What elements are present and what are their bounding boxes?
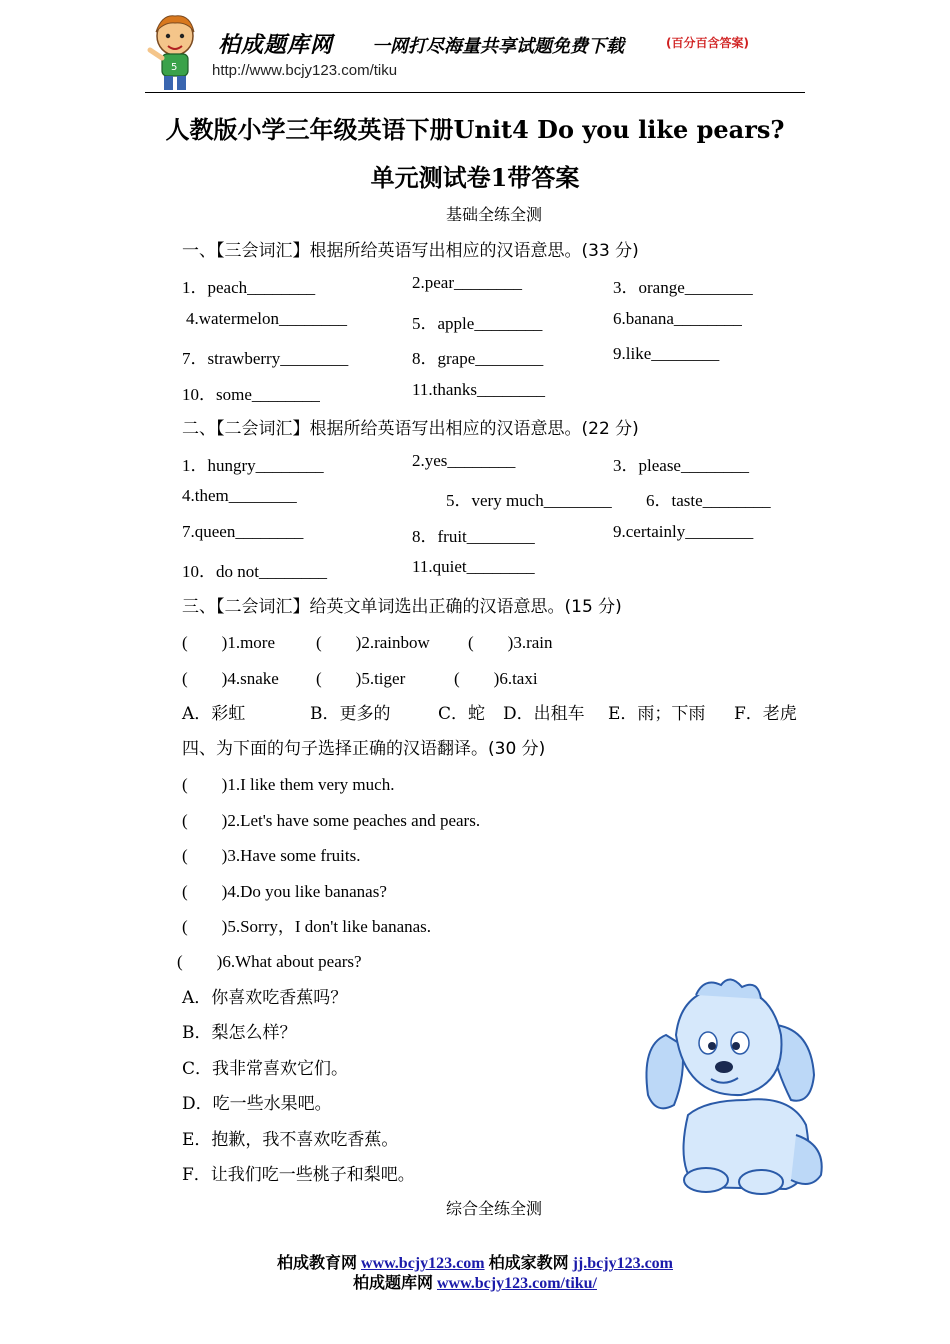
footer-label: 柏成教育网	[277, 1253, 358, 1272]
section-1-heading: 一、【三会词汇】根据所给英语写出相应的汉语意思。(33 分)	[182, 241, 639, 261]
footer-label: 柏成题库网	[352, 1273, 433, 1292]
vocab-item: 1．peach________	[182, 278, 316, 297]
choice-item: ( )4.snake	[182, 669, 279, 688]
sentence-item: ( )5.Sorry，I don't like bananas.	[182, 917, 432, 936]
page-title: 人教版小学三年级英语下册Unit4 Do you like pears?	[165, 115, 785, 144]
vocab-item: 10．do not________	[182, 562, 327, 581]
section-3-heading: 三、【二会词汇】给英文单词选出正确的汉语意思。(15 分)	[182, 597, 622, 617]
sentence-item: ( )3.Have some fruits.	[182, 846, 361, 865]
answer-option: F．老虎	[734, 704, 797, 724]
vocab-item: 9.like________	[613, 344, 720, 363]
vocab-item: 2.yes________	[412, 451, 516, 470]
vocab-item: 3．please________	[613, 456, 749, 475]
answer-option: F．让我们吃一些桃子和梨吧。	[182, 1165, 415, 1185]
section-5-heading: 综合全练全测	[445, 1199, 542, 1218]
vocab-item: 4.watermelon________	[186, 309, 347, 328]
vocab-item: 4.them________	[182, 486, 297, 505]
vocab-item: 10．some________	[182, 385, 320, 404]
site-url[interactable]: http://www.bcjy123.com/tiku	[212, 62, 398, 79]
vocab-item: 9.certainly________	[613, 522, 754, 541]
footer-link[interactable]: www.bcjy123.com/tiku/	[437, 1275, 597, 1292]
answer-option: E．抱歉，我不喜欢吃香蕉。	[182, 1130, 399, 1150]
puppy-illustration	[626, 975, 836, 1200]
answer-option: C．蛇	[438, 704, 486, 724]
choice-item: ( )5.tiger	[316, 669, 406, 688]
boy-mascot-logo	[144, 10, 206, 92]
vocab-item: 11.thanks________	[412, 380, 546, 399]
sentence-item: ( )2.Let's have some peaches and pears.	[182, 811, 481, 830]
footer-link[interactable]: www.bcjy123.com	[361, 1255, 485, 1272]
answer-option: D．出租车	[503, 704, 585, 724]
vocab-item: 7.queen________	[182, 522, 304, 541]
answer-option: E．雨；下雨	[608, 704, 706, 724]
section-4-heading: 四、为下面的句子选择正确的汉语翻译。(30 分)	[182, 739, 546, 759]
vocab-item: 8．grape________	[412, 349, 544, 368]
answer-option: C．我非常喜欢它们。	[182, 1059, 349, 1079]
vocab-item: 3．orange________	[613, 278, 753, 297]
sentence-item: ( )1.I like them very much.	[182, 775, 395, 794]
site-name: 柏成题库网	[218, 33, 334, 58]
header-divider	[145, 92, 805, 93]
site-slogan: 一网打尽海量共享试题免费下载	[372, 36, 624, 57]
page-title-line2: 单元测试卷1带答案	[370, 163, 580, 192]
svg-text:5: 5	[171, 62, 178, 73]
footer-link[interactable]: jj.bcjy123.com	[572, 1255, 673, 1272]
vocab-item: 11.quiet________	[412, 557, 535, 576]
vocab-item: 6.banana________	[613, 309, 742, 328]
answer-option: A．彩虹	[182, 704, 246, 724]
footer-line-2	[0, 1270, 950, 1293]
vocab-item: 7．strawberry________	[182, 349, 349, 368]
vocab-item: 5．apple________	[412, 314, 543, 333]
vocab-item: 5．very much________	[446, 491, 612, 510]
sentence-item: ( )6.What about pears?	[177, 952, 362, 971]
footer-label: 柏成家教网	[488, 1253, 569, 1272]
vocab-item: 6．taste________	[646, 491, 771, 510]
answer-option: D．吃一些水果吧。	[182, 1094, 332, 1114]
choice-item: ( )2.rainbow	[316, 633, 430, 652]
section-2-heading: 二、【二会词汇】根据所给英语写出相应的汉语意思。(22 分)	[182, 419, 639, 439]
vocab-item: 8．fruit________	[412, 527, 535, 546]
page-header	[140, 8, 810, 94]
answer-option: A．你喜欢吃香蕉吗？	[182, 988, 348, 1008]
choice-item: ( )6.taxi	[454, 669, 538, 688]
choice-item: ( )1.more	[182, 633, 276, 652]
choice-item: ( )3.rain	[468, 633, 553, 652]
vocab-item: 1．hungry________	[182, 456, 324, 475]
answer-option: B．更多的	[310, 704, 391, 724]
slogan-tag: (百分百含答案)	[666, 36, 749, 50]
answer-option: B．梨怎么样？	[182, 1023, 297, 1043]
sentence-item: ( )4.Do you like bananas?	[182, 882, 387, 901]
vocab-item: 2.pear________	[412, 273, 523, 292]
section-subtitle: 基础全练全测	[445, 205, 542, 224]
